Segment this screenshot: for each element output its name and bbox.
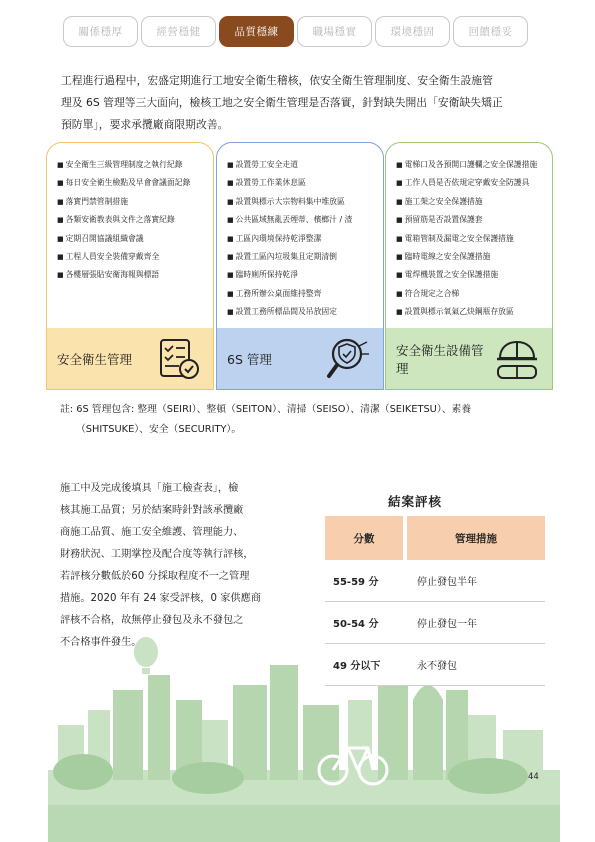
header-score: 分數 xyxy=(325,516,403,560)
list-item: ■ 工作人員是否依規定穿戴安全防護具 xyxy=(396,174,552,192)
panel-safety-management xyxy=(46,142,214,390)
list-item: ■ 工區內環境保持乾淨整潔 xyxy=(227,230,383,248)
table-row xyxy=(325,644,545,686)
6s-note xyxy=(60,400,540,440)
evaluation-line: 商施工品質、施工安全維護、管理能力、 xyxy=(60,527,244,538)
list-item: ■ 設置與標示大宗物料集中堆放區 xyxy=(227,193,383,211)
table-title: 結案評核 xyxy=(388,494,443,509)
panel-item-list xyxy=(47,143,213,285)
list-item: ■ 落實門禁管制措施 xyxy=(57,193,213,211)
panel-item-list xyxy=(217,143,383,322)
panel-6s-management xyxy=(216,142,384,390)
list-item: ■ 臨時廁所保持乾淨 xyxy=(227,266,383,284)
cell-score: 55-59 分 xyxy=(333,577,379,588)
list-item: ■ 安全衛生三級管理制度之執行紀錄 xyxy=(57,156,213,174)
table-row xyxy=(325,560,545,602)
note-line: 註: 6S 管理包含: 整理（SEIRI）、整頓（SEITON）、清掃（SEISO）、清潔（SEIKETSU）、素養 xyxy=(60,404,472,415)
evaluation-line: 評核不合格，故無停止發包及永不發包之 xyxy=(60,615,244,626)
panel-footer xyxy=(217,328,383,389)
cell-action: 永不發包 xyxy=(417,661,457,672)
list-item: ■ 符合規定之合梯 xyxy=(396,285,552,303)
panel-title: 安全衛生設備管理 xyxy=(396,342,484,376)
list-item: ■ 每日安全衛生檢點及早會會議面記錄 xyxy=(57,174,213,192)
panel-footer xyxy=(386,328,552,389)
list-item: ■ 工程人員安全裝備穿戴齊全 xyxy=(57,248,213,266)
tab-relations[interactable]: 關係穩厚 xyxy=(63,16,138,47)
list-item: ■ 設置工務所標品間及吊放固定 xyxy=(227,303,383,321)
list-item: ■ 設置工區內垃圾集且定期清倒 xyxy=(227,248,383,266)
panel-title: 安全衛生管理 xyxy=(57,351,133,367)
panel-title: 6S 管理 xyxy=(227,351,272,367)
tab-workplace[interactable]: 職場穩實 xyxy=(297,16,372,47)
evaluation-line: 若評核分數低於60 分採取程度不一之管理 xyxy=(60,571,250,582)
table-row xyxy=(325,602,545,644)
panel-footer xyxy=(47,328,213,389)
list-item: ■ 電梯口及各預開口護欄之安全保護措施 xyxy=(396,156,552,174)
evaluation-table xyxy=(325,516,545,686)
evaluation-line: 不合格事件發生。 xyxy=(60,637,142,648)
note-line: （SHITSUKE）、安全（SECURITY）。 xyxy=(76,424,242,435)
list-item: ■ 臨時電線之安全保護措施 xyxy=(396,248,552,266)
list-item: ■ 施工架之安全保護措施 xyxy=(396,193,552,211)
list-item: ■ 預留筋是否設置保護套 xyxy=(396,211,552,229)
cell-action: 停止發包一年 xyxy=(417,619,477,630)
header-measure: 管理措施 xyxy=(407,516,545,560)
section-tabs xyxy=(63,16,528,47)
tab-environment[interactable]: 環境穩固 xyxy=(375,16,450,47)
tab-giveback[interactable]: 回饋穩妥 xyxy=(453,16,528,47)
list-item: ■ 定期召開協議組織會議 xyxy=(57,230,213,248)
evaluation-line: 核其施工品質；另於結案時針對該承攬廠 xyxy=(60,505,244,516)
list-item: ■ 公共區域無亂丟煙蒂、檳榔汁 / 渣 xyxy=(227,211,383,229)
evaluation-paragraph xyxy=(60,478,288,654)
list-item: ■ 設置勞工安全走道 xyxy=(227,156,383,174)
list-item: ■ 各類安衛教表與文件之落實紀錄 xyxy=(57,211,213,229)
list-item: ■ 電箱管制及漏電之安全保護措施 xyxy=(396,230,552,248)
panel-item-list xyxy=(386,143,552,322)
cell-action: 停止發包半年 xyxy=(417,577,477,588)
intro-line: 預防單」，要求承攬廠商限期改善。 xyxy=(61,118,229,131)
panel-equipment-management xyxy=(385,142,553,390)
list-item: ■ 工務所辦公桌面維持整齊 xyxy=(227,285,383,303)
intro-paragraph xyxy=(61,70,549,136)
evaluation-line: 措施。2020 年有 24 家受評核，0 家供應商 xyxy=(60,593,261,604)
intro-line: 工程進行過程中，宏盛定期進行工地安全衛生稽核，依安全衛生管理制度、安全衛生設施管 xyxy=(61,74,493,87)
list-item: ■ 設置與標示氧氣乙炔鋼瓶存放區 xyxy=(396,303,552,321)
evaluation-line: 財務狀況、工期掌控及配合度等執行評核， xyxy=(60,549,254,560)
cell-score: 50-54 分 xyxy=(333,619,379,630)
intro-line: 理及 6S 管理等三大面向，檢核工地之安全衛生管理是否落實，針對缺失開出「安衛缺失矯正 xyxy=(61,96,503,109)
hardhat-goggles-icon xyxy=(492,336,542,382)
checklist-icon xyxy=(153,336,203,382)
tab-operations[interactable]: 經營穩健 xyxy=(141,16,216,47)
tab-quality[interactable]: 品質穩練 xyxy=(219,16,294,47)
list-item: ■ 設置勞工作業休息區 xyxy=(227,174,383,192)
list-item: ■ 電焊機裝置之安全保護措施 xyxy=(396,266,552,284)
magnifier-shield-icon xyxy=(323,336,373,382)
list-item: ■ 各樓層張貼安衛海報與標語 xyxy=(57,266,213,284)
evaluation-line: 施工中及完成後填具「施工檢查表」，檢 xyxy=(60,483,239,494)
table-header xyxy=(325,516,545,560)
cell-score: 49 分以下 xyxy=(333,661,381,672)
page-number: 44 xyxy=(528,772,539,782)
